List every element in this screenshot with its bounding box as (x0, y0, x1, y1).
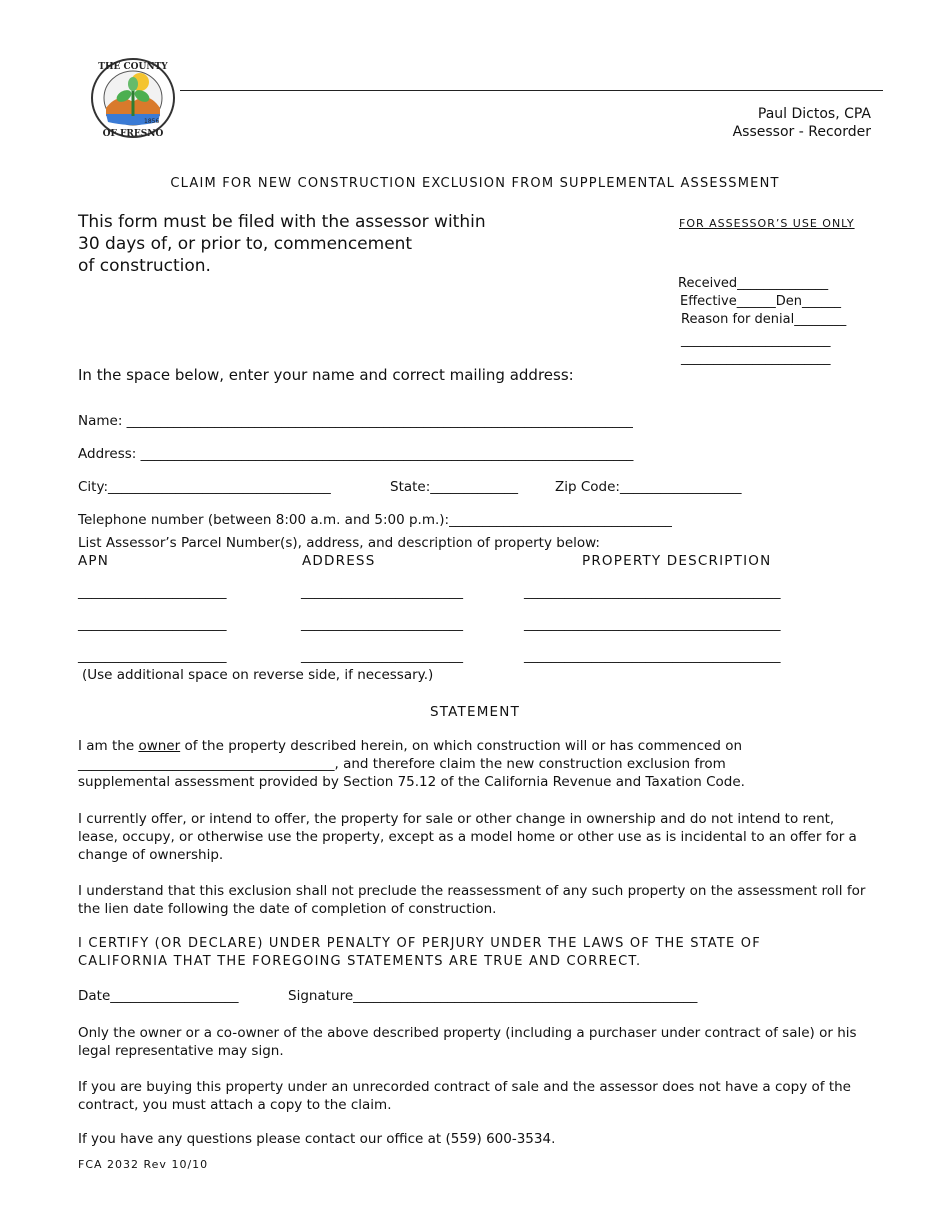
header-rule (180, 90, 883, 91)
parcel-row-description[interactable]: ______________________________________ (524, 648, 781, 664)
mailing-prompt: In the space below, enter your name and correct mailing address: (78, 366, 574, 384)
statement-paragraph-5: If you are buying this property under an unrecorded contract of sale and the assessor does not have a copy of the contract, you must attach a copy to the claim. (78, 1079, 851, 1113)
instruction-line-2: 30 days of, or prior to, commencement (78, 234, 413, 254)
parcel-row-address[interactable]: ________________________ (301, 616, 463, 632)
parcel-row-apn[interactable]: ______________________ (78, 616, 227, 632)
statement-heading: STATEMENT (429, 704, 521, 720)
parcel-row-description[interactable]: ______________________________________ (524, 584, 781, 600)
statement-p1-rest: of the property described herein, on which construction will or has commenced on (180, 738, 743, 754)
address-field[interactable]: Address: _________________________________________________________________________ (78, 446, 634, 462)
statement-paragraph-3: I understand that this exclusion shall not preclude the reassessment of any such property on the assessment roll for the lien date following the date of completion of construction. (78, 883, 866, 917)
column-address: ADDRESS (302, 553, 376, 569)
parcel-row-description[interactable]: ______________________________________ (524, 616, 781, 632)
assessor-effective-field: Effective______Den______ (680, 294, 841, 309)
contact-line: If you have any questions please contact our office at (559) 600-3534. (78, 1131, 556, 1147)
statement-paragraph-1-line-1 (78, 738, 742, 754)
statement-paragraph-4: Only the owner or a co-owner of the above described property (including a purchaser under contract of sale) or his legal representative may sign. (78, 1025, 857, 1059)
form-number: FCA 2032 Rev 10/10 (78, 1158, 209, 1171)
svg-text:THE COUNTY: THE COUNTY (98, 62, 168, 72)
construction-date-field[interactable]: ______________________________________ (78, 756, 335, 772)
assessor-received-field: Received______________ (678, 276, 829, 291)
city-field[interactable]: City:_________________________________ (78, 479, 331, 495)
assessor-blank-line-2: _______________________ (681, 351, 831, 366)
assessor-reason-field: Reason for denial________ (681, 312, 847, 327)
parcel-row-address[interactable]: ________________________ (301, 584, 463, 600)
statement-paragraph-1-line-2 (78, 756, 726, 772)
certify-line-1: I CERTIFY (OR DECLARE) UNDER PENALTY OF PERJURY UNDER THE LAWS OF THE STATE OF (78, 936, 761, 951)
certify-line-2: CALIFORNIA THAT THE FOREGOING STATEMENTS ARE TRUE AND CORRECT. (78, 954, 642, 969)
assessor-title: Assessor - Recorder (732, 124, 871, 140)
county-seal-logo (88, 56, 178, 140)
telephone-field[interactable]: Telephone number (between 8:00 a.m. and 5:00 p.m.):_________________________________ (78, 512, 672, 528)
county-seal-graphic (88, 56, 178, 140)
zip-field[interactable]: Zip Code:__________________ (555, 479, 742, 495)
column-apn: APN (78, 553, 110, 569)
owner-word: owner (138, 738, 181, 754)
parcel-row-apn[interactable]: ______________________ (78, 648, 227, 664)
parcel-row-address[interactable]: ________________________ (301, 648, 463, 664)
date-field[interactable]: Date___________________ (78, 988, 239, 1004)
assessor-name: Paul Dictos, CPA (757, 106, 871, 122)
parcel-prompt: List Assessor’s Parcel Number(s), address, and description of property below: (78, 535, 600, 551)
svg-text:1856: 1856 (144, 118, 160, 125)
state-field[interactable]: State:_____________ (390, 479, 519, 495)
instruction-line-3: of construction. (78, 256, 211, 276)
signature-field[interactable]: Signature___________________________________________________ (288, 988, 698, 1004)
assessor-blank-line-1: _______________________ (681, 333, 831, 348)
statement-p1-line2-text: , and therefore claim the new construction exclusion from (334, 756, 726, 772)
assessor-use-heading: FOR ASSESSOR’S USE ONLY (679, 217, 855, 230)
name-field[interactable]: Name: ___________________________________________________________________________ (78, 413, 633, 429)
additional-space-note: (Use additional space on reverse side, if necessary.) (82, 667, 434, 683)
statement-p1-start: I am the (78, 738, 139, 754)
svg-text:OF FRESNO: OF FRESNO (102, 129, 164, 139)
statement-paragraph-1-line-3: supplemental assessment provided by Section 75.12 of the California Revenue and Taxation Code. (78, 774, 745, 790)
statement-paragraph-2: I currently offer, or intend to offer, the property for sale or other change in ownership and do not intend to rent, lease, occupy, or otherwise use the property, except as a model home or other use as is incidental to an offer for a change of ownership. (78, 811, 857, 863)
instruction-line-1: This form must be filed with the assessor within (78, 212, 486, 232)
form-title: CLAIM FOR NEW CONSTRUCTION EXCLUSION FROM SUPPLEMENTAL ASSESSMENT (170, 176, 780, 191)
column-description: PROPERTY DESCRIPTION (582, 553, 772, 569)
parcel-row-apn[interactable]: ______________________ (78, 584, 227, 600)
